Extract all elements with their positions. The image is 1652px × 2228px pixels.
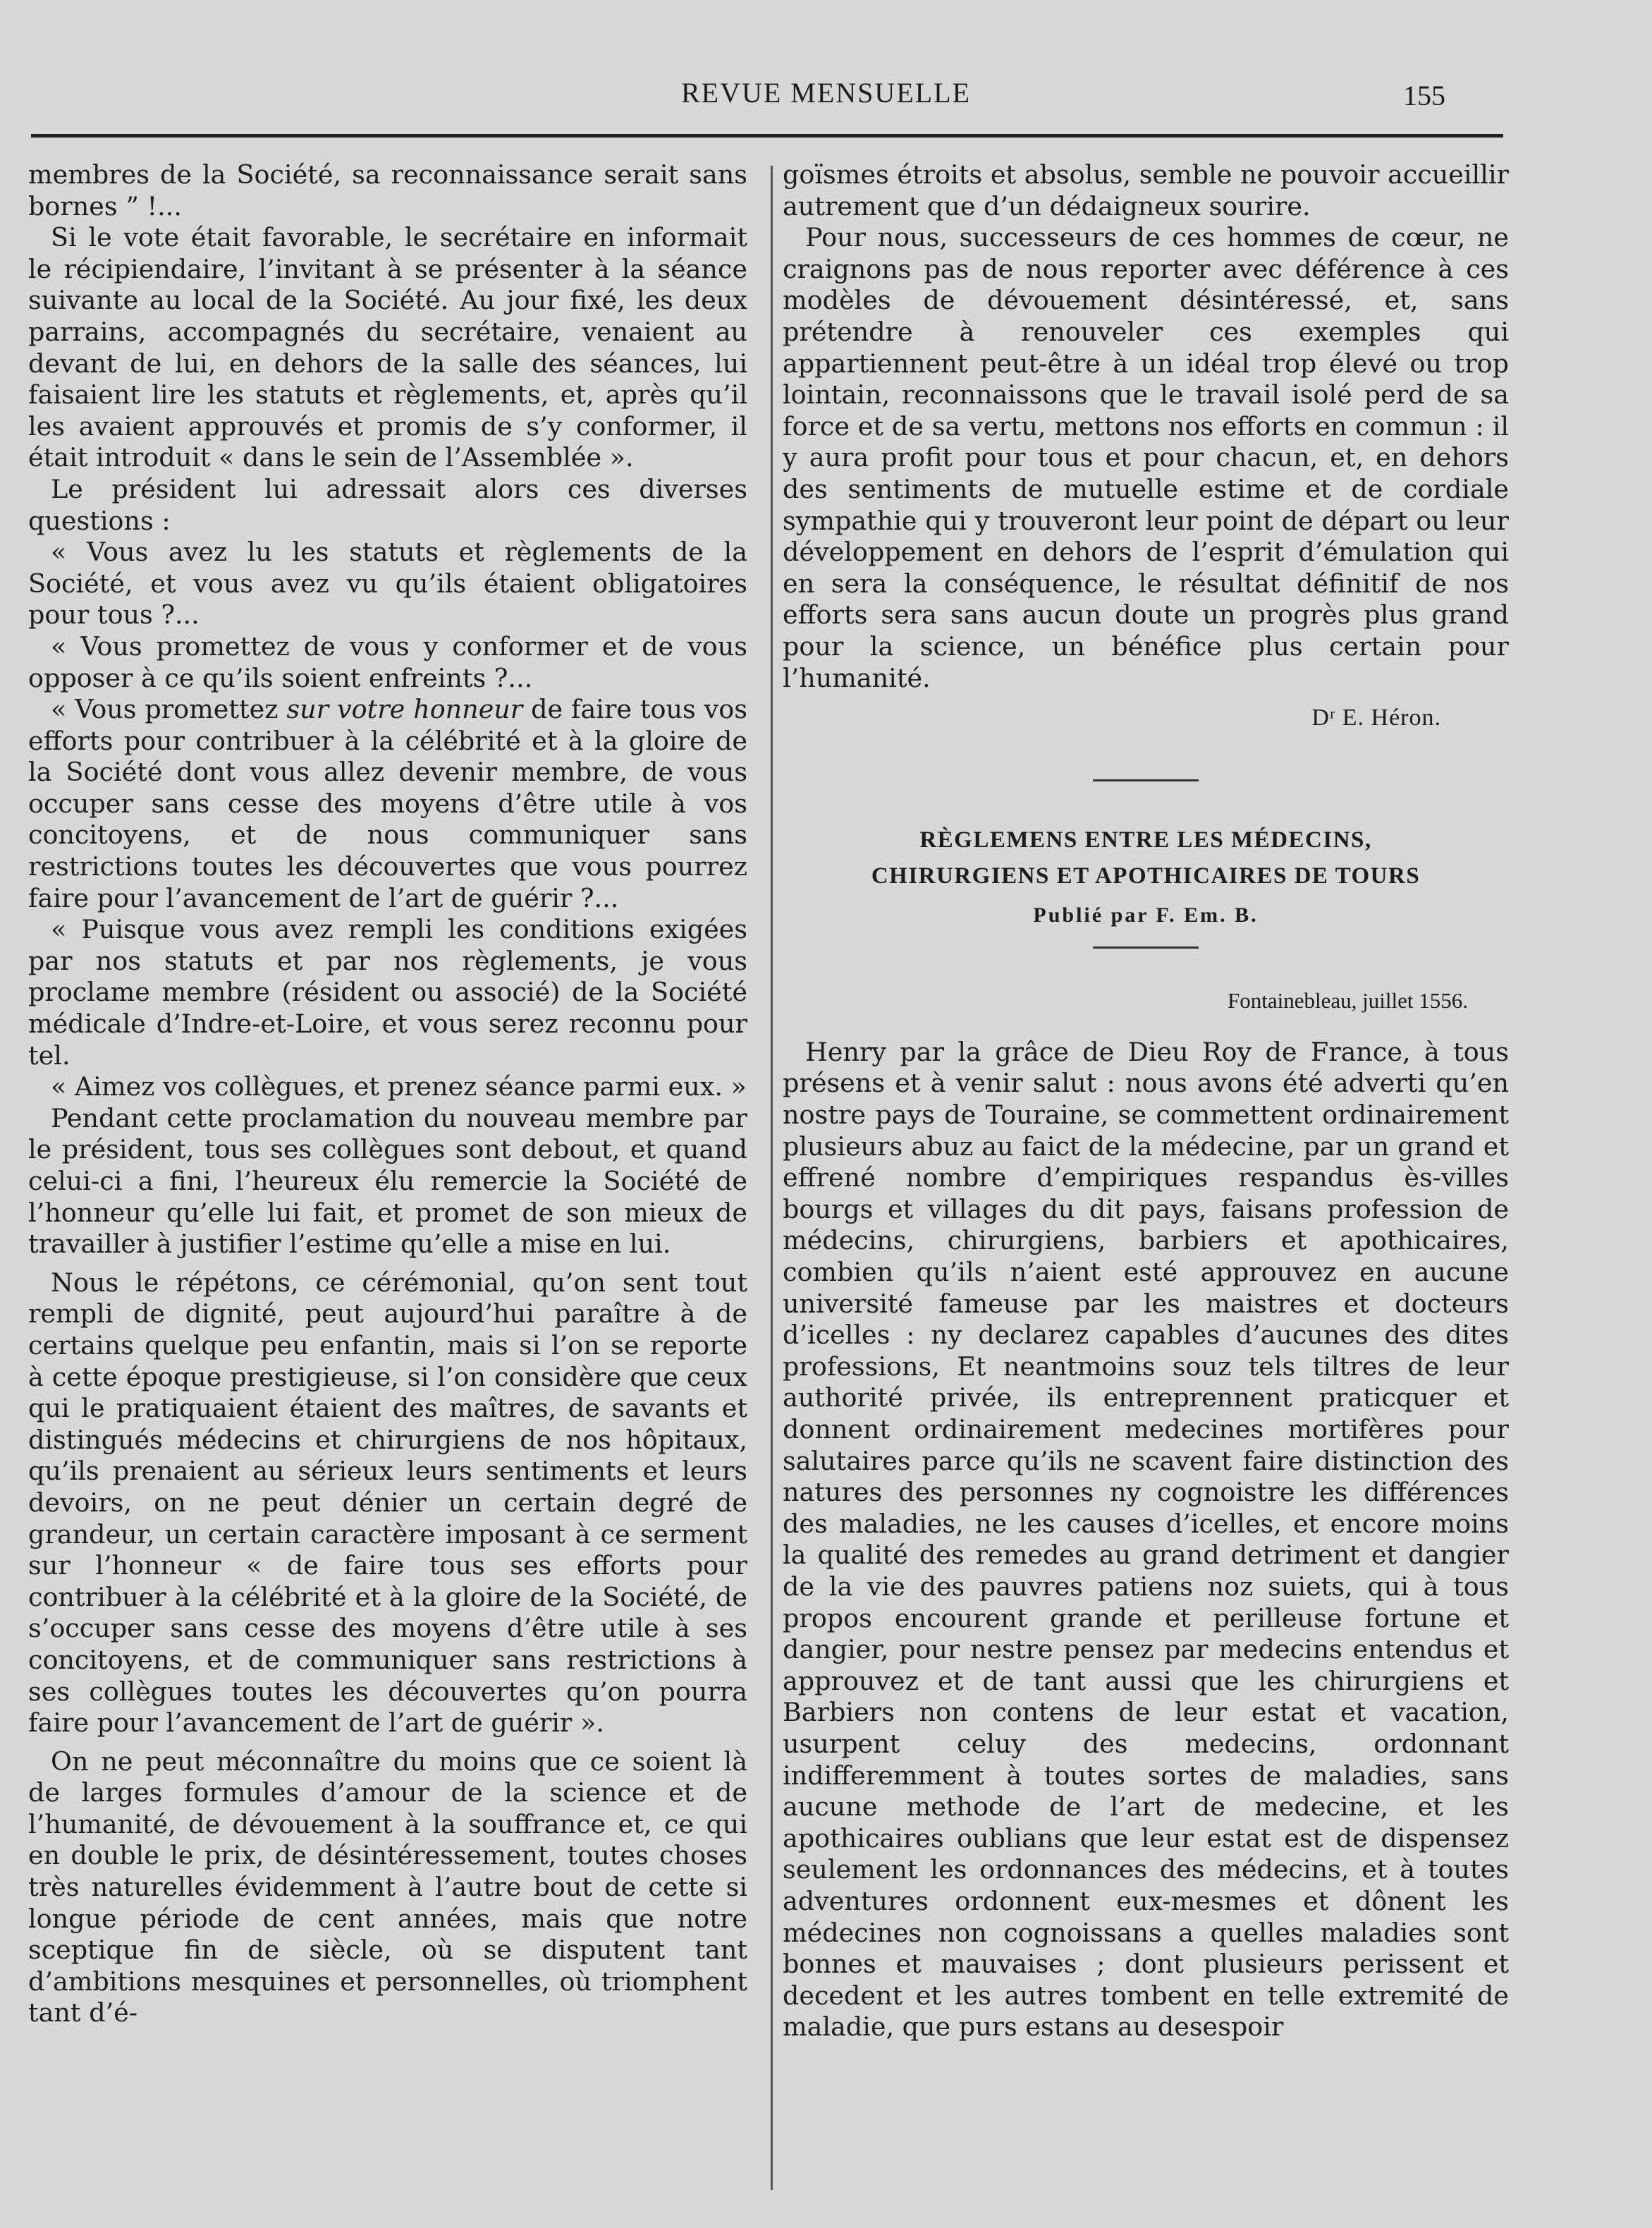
text-run: « Vous promettez xyxy=(51,694,287,725)
running-header-title: REVUE MENSUELLE xyxy=(680,77,972,109)
paragraph: On ne peut méconnaître du moins que ce soient là de larges formules d’amour de la science et de l’humanité, de dévouement à la souffrance et, ce qui en double le prix, de désintéressement, toutes choses très naturelles évidemment à l’autre bout de cette si longue période de cent années, mais que notre sceptique fin de siècle, où se disputent tant d’ambitions mesquines et personnelles, où triomphent tant d’é- xyxy=(28,1746,747,2028)
paragraph: goïsmes étroits et absolus, semble ne pouvoir accueillir autrement que d’un dédaigneux sourire. xyxy=(783,159,1509,221)
section-rule xyxy=(1093,779,1199,781)
paragraph: « Vous avez lu les statuts et règlements de la Société, et vous avez vu qu’ils étaient obligatoires pour tous ?... xyxy=(28,537,747,631)
column-divider xyxy=(771,166,773,2190)
paragraph: « Aimez vos collègues, et prenez séance parmi eux. » xyxy=(51,1071,747,1102)
paragraph: Nous le répétons, ce cérémonial, qu’on sent tout rempli de dignité, peut aujourd’hui paraître à de certains quelque peu enfantin, mais si l’on se reporte à cette époque prestigieuse, si l’on considère que ceux qui le pratiquaient étaient des maîtres, de savants et distingués médecins et chirurgiens de nos hôpitaux, qu’ils prenaient au sérieux leurs sentiments et leurs devoirs, on ne peut dénier un certain degré de grandeur, un certain caractère imposant à ce serment sur l’honneur « de faire tous ses efforts pour contribuer à la célébrité et à la gloire de la Société, de s’occuper sans cesse des moyens d’être utile à ses concitoyens, et de communiquer sans restrictions à ses collègues toutes les découvertes qu’on pourra faire pour l’avancement de l’art de guérir ». xyxy=(28,1267,747,1739)
paragraph xyxy=(28,694,747,914)
paragraph: Pour nous, successeurs de ces hommes de cœur, ne craignons pas de nous reporter avec déférence à ces modèles de dévouement désintéressé, et, sans prétendre à renouveler ces exemples qui appartiennent peut-être à un idéal trop élevé ou trop lointain, reconnaissons que le travail isolé perd de sa force et de sa vertu, mettons nos efforts en commun : il y aura profit pour tous et pour chacun, et, en dehors des sentiments de mutuelle estime et de cordiale sympathie qui y trouveront leur point de départ ou leur développement en dehors de l’esprit d’émulation qui en sera la conséquence, le résultat définitif de nos efforts sera sans aucun doute un progrès plus grand pour la science, un bénéfice plus certain pour l’humanité. xyxy=(783,222,1509,693)
right-column xyxy=(783,159,1509,2043)
left-column xyxy=(28,159,747,2029)
paragraph: membres de la Société, sa reconnaissance serait sans bornes ” !... xyxy=(28,159,747,221)
paragraph: « Puisque vous avez rempli les conditions exigées par nos statuts et par nos règlements, je vous proclame membre (résident ou associé) de la Société médicale d’Indre-et-Loire, et vous serez reconnu pour tel. xyxy=(28,914,747,1071)
article-title-line: CHIRURGIENS ET APOTHICAIRES DE TOURS xyxy=(871,863,1421,889)
page-number: 155 xyxy=(1403,80,1445,111)
author-signature: Dʳ E. Héron. xyxy=(1311,705,1441,731)
header-rule xyxy=(31,134,1503,138)
paragraph: Si le vote était favorable, le secrétaire en informait le récipiendaire, l’invitant à se présenter à la séance suivante au local de la Société. Au jour fixé, les deux parrains, accompagnés du secrétaire, venaient au devant de lui, en dehors de la salle des séances, lui faisaient lire les statuts et règlements, et, après qu’il les avaient approuvés et promis de s’y conformer, il était introduit « dans le sein de l’Assemblée ». xyxy=(28,222,747,473)
paragraph: Pendant cette proclamation du nouveau membre par le président, tous ses collègues sont debout, et quand celui-ci a fini, l’heureux élu remercie la Société de l’honneur qu’elle lui fait, et promet de son mieux de travailler à justifier l’estime qu’elle a mise en lui. xyxy=(28,1102,747,1260)
article-byline: Publié par F. Em. B. xyxy=(1033,903,1259,927)
article-title xyxy=(783,822,1509,894)
byline-rule xyxy=(1093,946,1199,949)
text-run: de faire tous vos efforts pour contribuer à la célébrité et à la gloire de la Société dont vous allez devenir membre, de vous occuper sans cesse des moyens d’être utile à vos concitoyens, et de nous communiquer sans restrictions toutes les découvertes que vous pourrez faire pour l’avancement de l’art de guérir ?... xyxy=(28,694,747,913)
article-title-line: RÈGLEMENS ENTRE LES MÉDECINS, xyxy=(919,827,1372,853)
italic-phrase: sur votre honneur xyxy=(286,694,523,725)
paragraph: Le président lui adressait alors ces diverses questions : xyxy=(28,473,747,536)
dateline: Fontainebleau, juillet 1556. xyxy=(1228,988,1468,1013)
paragraph: Henry par la grâce de Dieu Roy de France, à tous présens et à venir salut : nous avons été adverti qu’en nostre pays de Touraine, se commettent ordinairement plusieurs abuz au faict de la médecine, par un grand et effrené nombre d’empiriques respandus ès-villes bourgs et villages du dit pays, faisans profession de médecins, chirurgiens, barbiers et apothicaires, combien qu’ils n’aient esté approuvez en aucune université fameuse par les maistres et docteurs d’icelles : ny declarez capables d’aucunes des dites professions, Et neantmoins souz tels tiltres de leur authorité privée, ils entreprennent praticquer et donnent ordinairement medecines mortifères pour salutaires parce qu’ils ne scavent faire distinction des natures des personnes ny cognoistre les différences des maladies, ne les causes d’icelles, et encore moins la qualité des remedes au grand detriment et dangier de la vie des pauvres patiens noz suiets, qui à tous propos encourent grande et perilleuse fortune et dangier, pour nestre pensez par medecins entendus et approuvez et de tant aussi que les chirurgiens et Barbiers non contens de leur estat et vacation, usurpent celuy des medecins, ordonnant indifferemment à toutes sortes de maladies, sans aucune methode de l’art de medecine, et les apothicaires oublians que leur estat est de dispensez seulement les ordonnances des médecins, et à toutes adventures ordonnent eux-mesmes et dônent les médecines non cognoissans a quelles maladies sont bonnes et mauvaises ; dont plusieurs perissent et decedent et les autres tombent en telle extremité de maladie, que purs estans au desespoir xyxy=(783,1036,1509,2043)
paragraph: « Vous promettez de vous y conformer et de vous opposer à ce qu’ils soient enfreints ?... xyxy=(28,631,747,693)
